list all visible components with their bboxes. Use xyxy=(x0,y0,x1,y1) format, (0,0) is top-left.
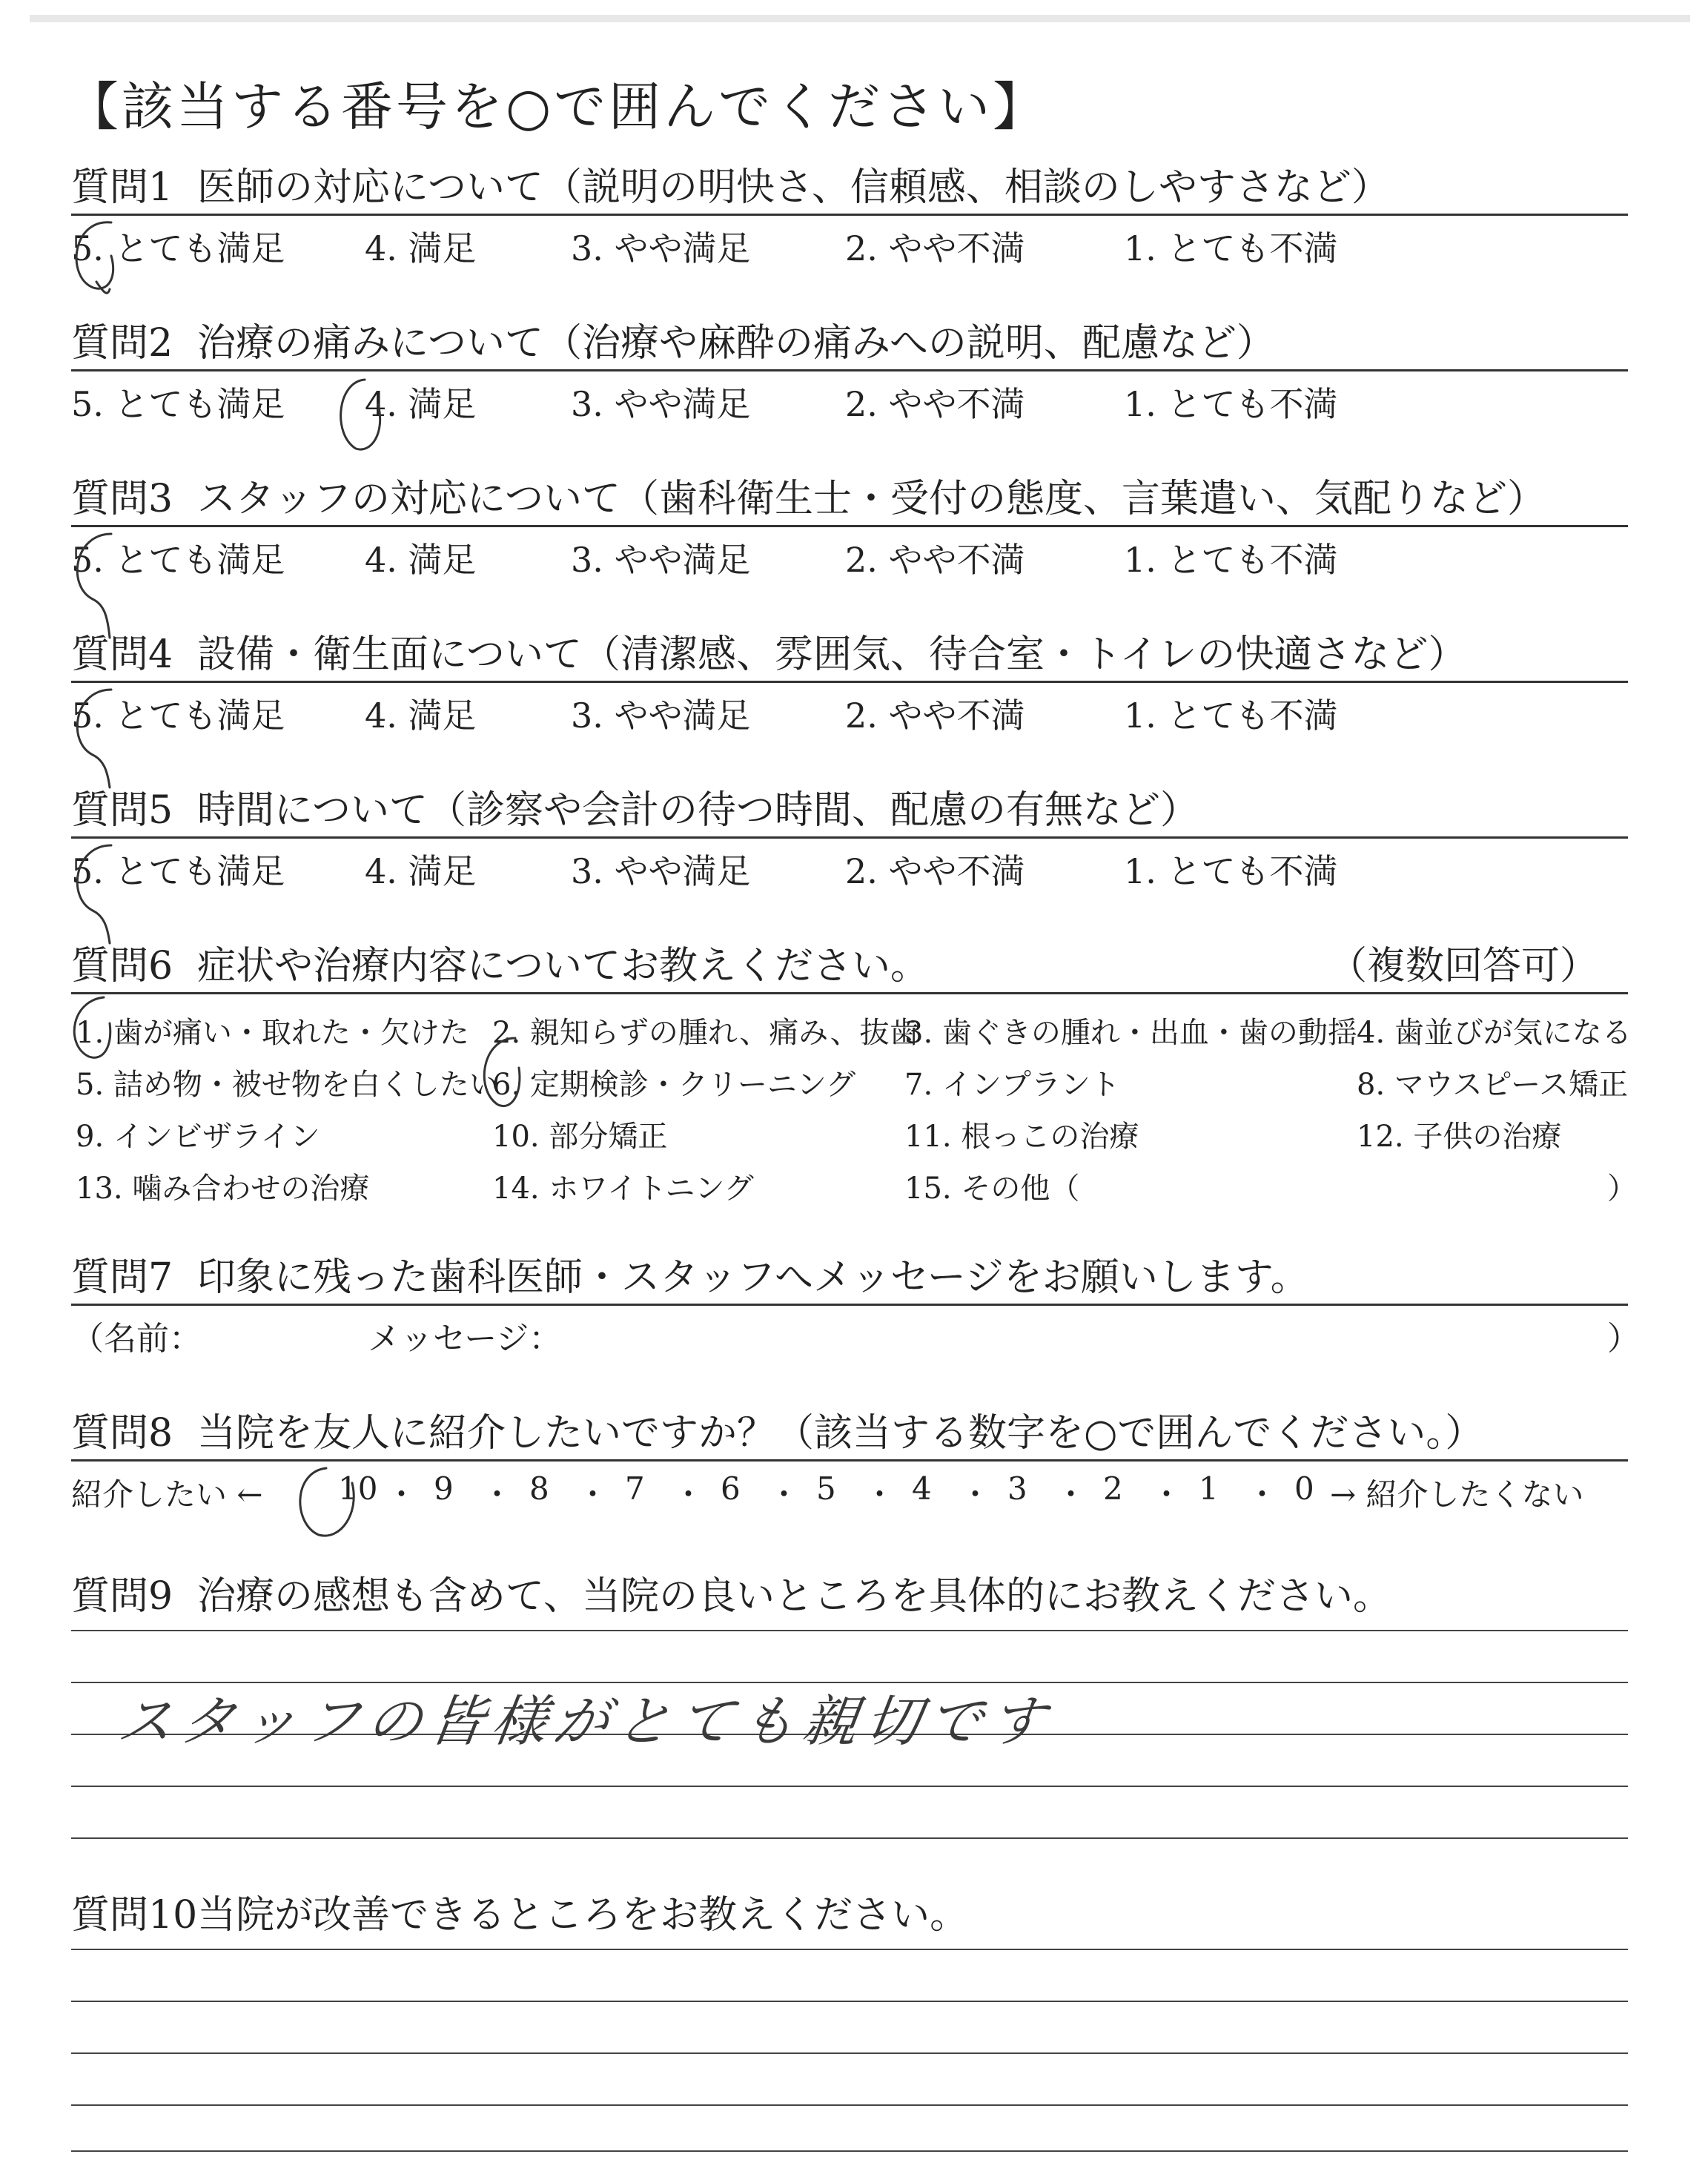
rating-options xyxy=(71,683,1628,742)
option-3[interactable]: 3. やや満足 xyxy=(571,851,751,891)
answer-line xyxy=(71,1630,1628,1631)
question-text: 医師の対応について（説明の明快さ、信頼感、相談のしやすさなど） xyxy=(197,165,1390,210)
question-1-title xyxy=(71,162,1628,214)
question-10 xyxy=(71,1889,1628,1941)
scale-separator: ・ xyxy=(1246,1476,1278,1513)
scale-left-label: 紹介したい ← xyxy=(71,1476,263,1513)
option-3[interactable]: 3. やや満足 xyxy=(571,228,751,268)
question-number: 質問3 xyxy=(71,477,173,521)
answer-line xyxy=(71,2052,1628,2054)
question-4 xyxy=(71,629,1628,742)
rating-options xyxy=(71,839,1628,898)
scale-separator: ・ xyxy=(672,1476,704,1513)
form-header: 【該当する番号を○で囲んでください】 xyxy=(67,76,1048,137)
message-fields xyxy=(71,1306,1640,1365)
question-6 xyxy=(71,940,1637,1209)
option-3[interactable]: 3. やや満足 xyxy=(571,540,751,580)
option-5[interactable]: 5. とても満足 xyxy=(71,696,285,736)
question-number: 質問1 xyxy=(71,165,173,210)
question-9-title xyxy=(71,1571,1628,1622)
question-text: スタッフの対応について（歯科衛生士・受付の態度、言葉遣い、気配りなど） xyxy=(197,477,1546,521)
question-number: 質問5 xyxy=(71,788,173,833)
scale-separator: ・ xyxy=(1151,1476,1182,1513)
option-5[interactable]: 5. とても満足 xyxy=(71,851,285,891)
question-5 xyxy=(71,785,1628,898)
option-3[interactable]: 3. やや満足 xyxy=(571,696,751,736)
scale-value-5[interactable]: 5 xyxy=(816,1470,836,1507)
scale-value-10[interactable]: 10 xyxy=(338,1470,378,1507)
scale-separator: ・ xyxy=(481,1476,513,1513)
question-3 xyxy=(71,473,1628,587)
question-text: 時間について（診察や会計の待つ時間、配慮の有無など） xyxy=(197,788,1199,833)
message-label: メッセージ： xyxy=(368,1320,562,1358)
question-text: 設備・衛生面について（清潔感、雰囲気、待合室・トイレの快適さなど） xyxy=(197,633,1467,677)
scale-value-4[interactable]: 4 xyxy=(912,1470,932,1507)
option-1[interactable]: 1. とても不満 xyxy=(1124,696,1338,736)
question-1 xyxy=(71,162,1628,275)
question-number: 質問2 xyxy=(71,321,173,366)
symptom-option-10[interactable]: 10. 部分矯正 xyxy=(492,1120,668,1154)
option-3[interactable]: 3. やや満足 xyxy=(571,384,751,424)
answer-line xyxy=(71,1837,1628,1839)
question-number: 質問8 xyxy=(71,1411,173,1456)
question-number: 質問7 xyxy=(71,1255,173,1300)
answer-line xyxy=(71,1786,1628,1787)
symptom-option-1[interactable]: 1. 歯が痛い・取れた・欠けた xyxy=(76,1016,469,1050)
question-8 xyxy=(71,1407,1628,1521)
scale-right-label: → 紹介したくない xyxy=(1330,1476,1584,1513)
scale-separator: ・ xyxy=(1055,1476,1087,1513)
handwritten-answer: スタッフの皆様がとても親切です xyxy=(113,1690,1057,1754)
other-close-paren: ） xyxy=(1607,1172,1637,1206)
symptom-option-11[interactable]: 11. 根っこの治療 xyxy=(904,1120,1139,1154)
option-1[interactable]: 1. とても不満 xyxy=(1124,851,1338,891)
scale-separator: ・ xyxy=(768,1476,800,1513)
rating-options xyxy=(71,527,1628,587)
question-5-title xyxy=(71,785,1628,836)
option-4[interactable]: 4. 満足 xyxy=(365,384,477,424)
question-4-title xyxy=(71,629,1628,681)
option-4[interactable]: 4. 満足 xyxy=(365,540,477,580)
scale-value-3[interactable]: 3 xyxy=(1007,1470,1027,1507)
symptom-option-3[interactable]: 3. 歯ぐきの腫れ・出血・歯の動揺 xyxy=(904,1016,1357,1050)
scale-value-6[interactable]: 6 xyxy=(721,1470,741,1507)
rating-options xyxy=(71,371,1628,431)
name-label: （名前： xyxy=(71,1320,202,1358)
question-7 xyxy=(71,1252,1640,1365)
scale-value-1[interactable]: 1 xyxy=(1199,1470,1219,1507)
question-6-title xyxy=(71,940,1628,992)
option-4[interactable]: 4. 満足 xyxy=(365,696,477,736)
question-number: 質問4 xyxy=(71,633,173,677)
scan-top-edge xyxy=(30,15,1690,22)
option-5[interactable]: 5. とても満足 xyxy=(71,540,285,580)
message-close-paren: ） xyxy=(1607,1320,1640,1358)
recommend-scale xyxy=(71,1462,1628,1521)
question-text: 症状や治療内容についてお教えください。 xyxy=(197,944,929,988)
question-7-title xyxy=(71,1252,1628,1304)
question-text: 印象に残った歯科医師・スタッフへメッセージをお願いします。 xyxy=(197,1255,1309,1300)
symptom-option-9[interactable]: 9. インビザライン xyxy=(76,1120,320,1154)
symptom-option-6[interactable]: 6. 定期検診・クリーニング xyxy=(492,1068,856,1102)
symptom-option-8[interactable]: 8. マウスピース矯正 xyxy=(1357,1068,1629,1102)
symptom-option-4[interactable]: 4. 歯並びが気になる xyxy=(1357,1016,1632,1050)
question-9 xyxy=(71,1571,1628,1622)
question-number: 質問10 xyxy=(71,1893,198,1938)
symptom-option-12[interactable]: 12. 子供の治療 xyxy=(1357,1120,1562,1154)
question-text: 治療の感想も含めて、当院の良いところを具体的にお教えください。 xyxy=(197,1574,1391,1619)
question-number: 質問9 xyxy=(71,1574,173,1619)
symptom-option-13[interactable]: 13. 噛み合わせの治療 xyxy=(76,1172,370,1206)
symptom-option-7[interactable]: 7. インプラント xyxy=(904,1068,1120,1102)
question-3-title xyxy=(71,473,1628,525)
scale-value-8[interactable]: 8 xyxy=(529,1470,549,1507)
answer-line xyxy=(71,2001,1628,2002)
question-number: 質問6 xyxy=(71,944,173,988)
option-5[interactable]: 5. とても満足 xyxy=(71,228,285,268)
question-text: 当院が改善できるところをお教えください。 xyxy=(197,1893,969,1938)
scale-value-2[interactable]: 2 xyxy=(1103,1470,1123,1507)
option-1[interactable]: 1. とても不満 xyxy=(1124,384,1338,424)
option-5[interactable]: 5. とても満足 xyxy=(71,384,285,424)
answer-line xyxy=(71,2150,1628,2152)
option-2[interactable]: 2. やや不満 xyxy=(845,384,1025,424)
question-10-title xyxy=(71,1889,1628,1941)
multiple-answers-note: （複数回答可） xyxy=(1328,944,1598,988)
symptom-option-15-other[interactable]: 15. その他（ xyxy=(904,1172,1080,1206)
option-1[interactable]: 1. とても不満 xyxy=(1124,228,1338,268)
symptom-option-2[interactable]: 2. 親知らずの腫れ、痛み、抜歯 xyxy=(492,1016,919,1050)
option-4[interactable]: 4. 満足 xyxy=(365,851,477,891)
answer-line xyxy=(71,1949,1628,1950)
scale-separator: ・ xyxy=(577,1476,609,1513)
question-text: 当院を友人に紹介したいですか？（該当する数字を○で囲んでください。） xyxy=(197,1411,1484,1456)
question-text: 治療の痛みについて（治療や麻酔の痛みへの説明、配慮など） xyxy=(197,321,1275,366)
question-8-title xyxy=(71,1407,1628,1459)
scale-value-9[interactable]: 9 xyxy=(434,1470,454,1507)
answer-line xyxy=(71,2104,1628,2106)
scale-separator: ・ xyxy=(959,1476,991,1513)
symptom-option-5[interactable]: 5. 詰め物・被せ物を白くしたい xyxy=(76,1068,499,1102)
rating-options xyxy=(71,216,1628,275)
option-1[interactable]: 1. とても不満 xyxy=(1124,540,1338,580)
question-2-title xyxy=(71,317,1628,369)
symptom-option-14[interactable]: 14. ホワイトニング xyxy=(492,1172,754,1206)
scale-separator: ・ xyxy=(385,1476,417,1513)
scale-value-0[interactable]: 0 xyxy=(1294,1470,1314,1507)
option-2[interactable]: 2. やや不満 xyxy=(845,696,1025,736)
question-2 xyxy=(71,317,1628,431)
option-4[interactable]: 4. 満足 xyxy=(365,228,477,268)
option-2[interactable]: 2. やや不満 xyxy=(845,851,1025,891)
option-2[interactable]: 2. やや不満 xyxy=(845,228,1025,268)
scale-separator: ・ xyxy=(864,1476,896,1513)
option-2[interactable]: 2. やや不満 xyxy=(845,540,1025,580)
symptom-options xyxy=(71,994,1637,1209)
scale-value-7[interactable]: 7 xyxy=(625,1470,645,1507)
